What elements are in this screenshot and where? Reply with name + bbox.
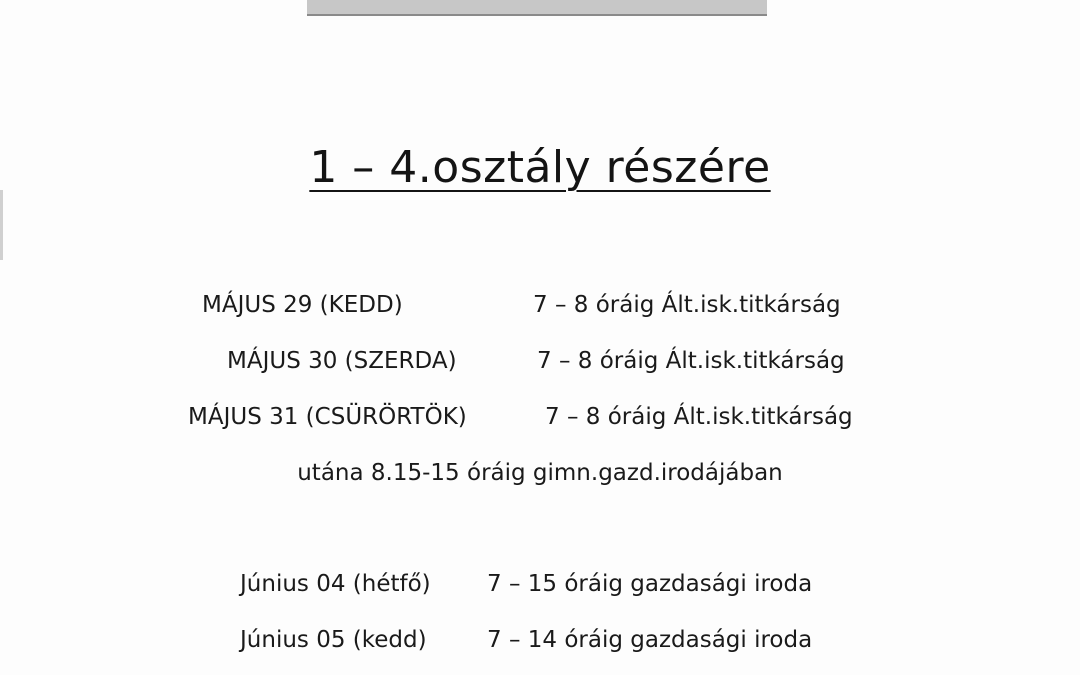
schedule-day: Június 05 (kedd) — [240, 627, 427, 653]
schedule-day: Június 04 (hétfő) — [240, 571, 431, 597]
schedule-day: MÁJUS 29 (KEDD) — [202, 292, 403, 318]
schedule-note: utána 8.15-15 óráig gimn.gazd.irodájában — [297, 460, 783, 486]
schedule-day: MÁJUS 30 (SZERDA) — [227, 348, 457, 374]
header-banner-bar — [307, 0, 767, 16]
scan-edge-mark — [0, 190, 3, 260]
page-title: 1 – 4.osztály részére — [309, 142, 771, 193]
schedule-info: 7 – 8 óráig Ált.isk.titkárság — [537, 348, 845, 374]
schedule-info: 7 – 8 óráig Ált.isk.titkárság — [533, 292, 841, 318]
schedule-day: MÁJUS 31 (CSÜRÖRTÖK) — [188, 404, 467, 430]
schedule-info: 7 – 14 óráig gazdasági iroda — [487, 627, 813, 653]
schedule-info: 7 – 15 óráig gazdasági iroda — [487, 571, 813, 597]
schedule-info: 7 – 8 óráig Ált.isk.titkárság — [545, 404, 853, 430]
